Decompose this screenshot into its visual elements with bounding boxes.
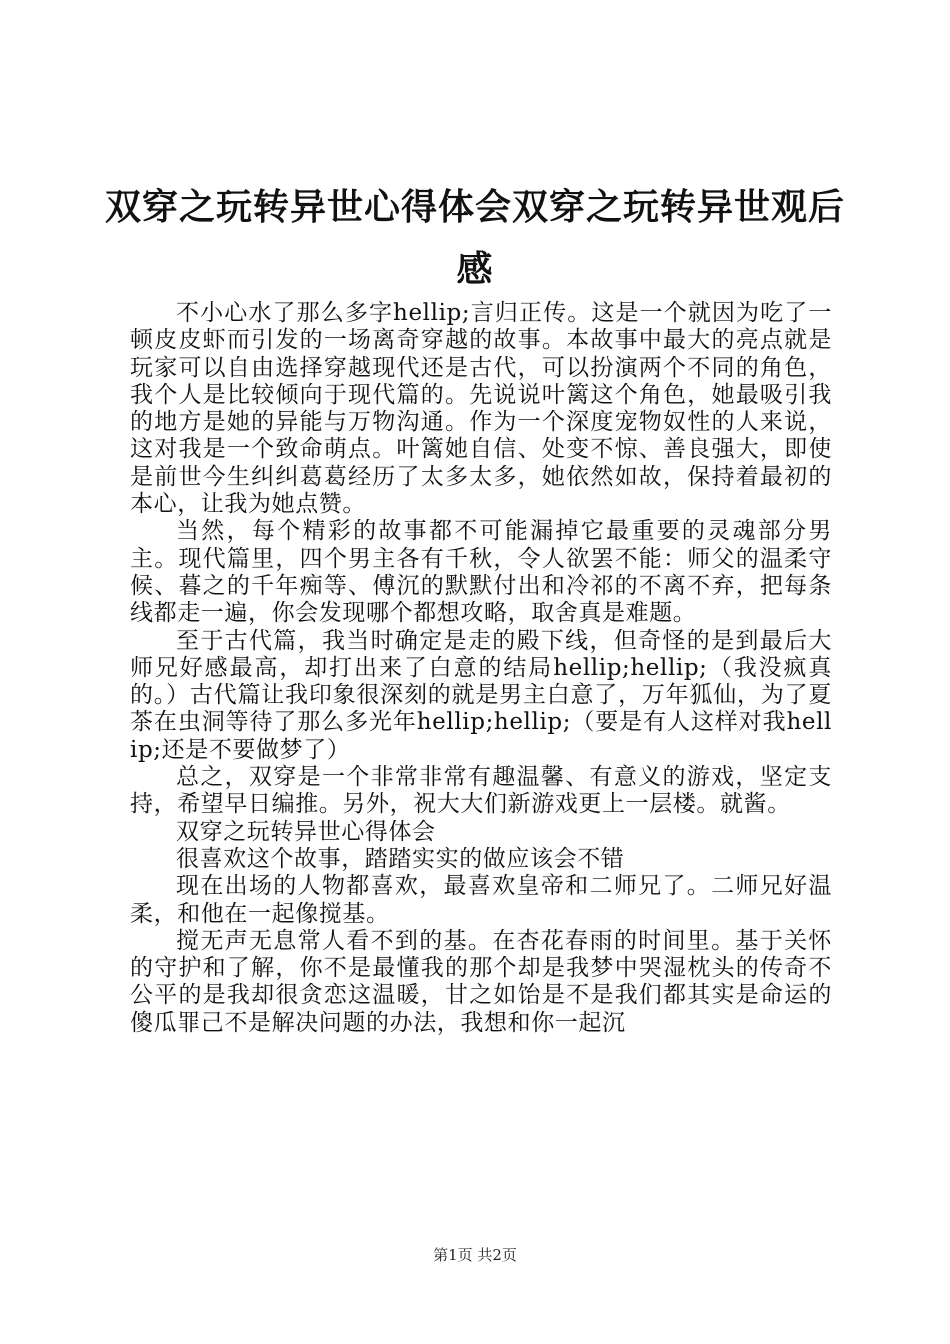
document-body — [130, 300, 832, 1037]
paragraph: 现在出场的人物都喜欢，最喜欢皇帝和二师兄了。二师兄好温柔，和他在一起像搅基。 — [130, 873, 832, 927]
paragraph: 搅无声无息常人看不到的基。在杏花春雨的时间里。基于关怀的守护和了解，你不是最懂我的那个却是我梦中哭湿枕头的传奇不公平的是我却很贪恋这温暖，甘之如饴是不是我们都其实是命运的傻瓜罪己不是解决问题的办法，我想和你一起沉 — [130, 927, 832, 1036]
paragraph: 至于古代篇，我当时确定是走的殿下线，但奇怪的是到最后大师兄好感最高，却打出来了白意的结局hellip;hellip;（我没疯真的。）古代篇让我印象很深刻的就是男主白意了，万年狐仙，为了夏茶在虫洞等待了那么多光年hellip;hellip;（要是有人这样对我hellip;还是不要做梦了） — [130, 627, 832, 763]
document-title: 双穿之玩转异世心得体会双穿之玩转异世观后感 — [104, 186, 845, 290]
paragraph: 总之，双穿是一个非常非常有趣温馨、有意义的游戏，坚定支持，希望早日编推。另外，祝大大们新游戏更上一层楼。就酱。 — [130, 764, 832, 818]
paragraph: 不小心水了那么多字hellip;言归正传。这是一个就因为吃了一顿皮皮虾而引发的一场离奇穿越的故事。本故事中最大的亮点就是玩家可以自由选择穿越现代还是古代，可以扮演两个不同的角色，我个人是比较倾向于现代篇的。先说说叶篱这个角色，她最吸引我的地方是她的异能与万物沟通。作为一个深度宠物奴性的人来说，这对我是一个致命萌点。叶篱她自信、处变不惊、善良强大，即使是前世今生纠纠葛葛经历了太多太多，她依然如故，保持着最初的本心，让我为她点赞。 — [130, 300, 832, 518]
section-heading-paragraph: 双穿之玩转异世心得体会 — [176, 818, 436, 845]
paragraph: 很喜欢这个故事，踏踏实实的做应该会不错 — [176, 845, 625, 872]
paragraph: 当然，每个精彩的故事都不可能漏掉它最重要的灵魂部分男主。现代篇里，四个男主各有千秋，令人欲罢不能：师父的温柔守候、暮之的千年痴等、傅沉的默默付出和冷祁的不离不弃，把每条线都走一遍，你会发现哪个都想攻略，取舍真是难题。 — [130, 518, 832, 627]
page-number-footer: 第1页 共2页 — [433, 1246, 517, 1264]
